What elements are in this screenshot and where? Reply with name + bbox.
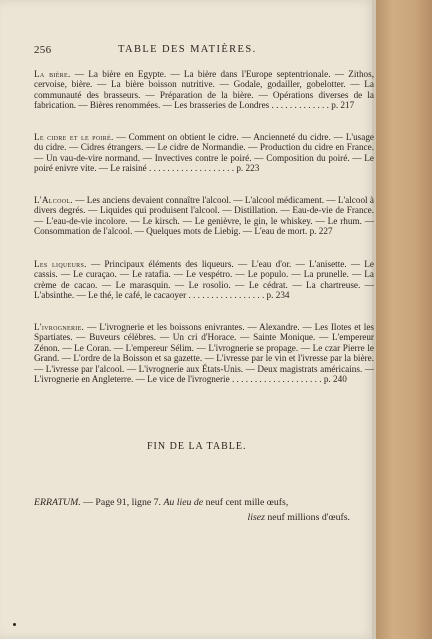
toc-heading: Les liqueurs. bbox=[34, 259, 87, 269]
toc-entry-biere bbox=[34, 69, 374, 111]
book-page-edges bbox=[376, 0, 432, 639]
erratum-correction: neuf millions d'œufs. bbox=[264, 512, 350, 523]
erratum-lisez: lisez bbox=[247, 512, 265, 523]
toc-body: — Les anciens devaient connaître l'alcool. — L'alcool médicament. — L'alcool à divers degrés. — Liquides qui produisent l'alcool. — Distillation. — Eau-de-vie de France. — L'eau-de-vie incolore. — Le kirsch. — Le genièvre, le gin, le whiskey. — Le rhum. — Consommation de l'alcool. — Quelques mots de Liebig. — L'eau de mort. p. 227 bbox=[34, 195, 374, 237]
page-number: 256 bbox=[34, 44, 52, 56]
toc-heading: L'Alcool. bbox=[34, 195, 73, 205]
toc-entry-ivrognerie bbox=[34, 322, 374, 384]
toc-entry-liqueurs bbox=[34, 259, 374, 301]
erratum-note bbox=[34, 495, 350, 525]
erratum-label: ERRATUM. bbox=[34, 497, 81, 508]
erratum-au-lieu-de: Au lieu de bbox=[163, 497, 204, 508]
toc-heading: Le cidre et le poiré. bbox=[34, 132, 114, 142]
toc-entry-cidre bbox=[34, 132, 374, 174]
page-header bbox=[0, 44, 376, 58]
toc-entry-alcool bbox=[34, 195, 374, 237]
toc-heading: L'ivrognerie. bbox=[34, 322, 85, 332]
toc-heading: La bière. bbox=[34, 69, 71, 79]
erratum-original: neuf cent mille œufs, bbox=[203, 497, 289, 508]
toc-body: — La bière en Egypte. — La bière dans l'Europe septentrionale. — Zithos, cervoise, bière. — La bière boisson nutritive. — Godale, godailler, gobelotter. — La communauté des brasseurs. — Préparation de la bière. — Opérations diverses de la fabrication. — Bières renommées. — Les brasseries de Londres . . . . . . . . . . . . . p. 217 bbox=[34, 69, 375, 111]
ink-speck bbox=[13, 623, 16, 626]
erratum-text: — Page 91, ligne 7. bbox=[80, 497, 164, 508]
page-title: TABLE DES MATIÈRES. bbox=[118, 44, 257, 55]
toc-body: — Comment on obtient le cidre. — Ancienneté du cidre. — L'usage du cidre. — Cidres étrangers. — Le cidre de Normandie. — Production du cidre en France. — Un vau-de-vire normand. — Invectives contre le poiré. — Composition du poiré. — Le poiré enivre vite. — Le raisiné . . . . . . . . . . . . . . . . . . . p. 223 bbox=[34, 132, 375, 174]
toc-body: — L'ivrognerie et les boissons enivrantes. — Alexandre. — Les Ilotes et les Spartiates. — Buveurs célèbres. — Un cri d'Horace. — Sainte Monique. — L'empereur Zénon. — Le Coran. — L'empereur Sélim. — L'ivrognerie se propage. — Le czar Pierre le Grand. — L'ordre de la Boisson et sa gazette. — L'ivresse par le vin et l'ivresse par la bière. — L'ivresse par l'alcool. — L'ivrognerie aux États-Unis. — Deux magistrats américains. — L'ivrognerie en Angleterre. — Le vice de l'ivrognerie . . . . . . . . . . . . . . . . . . . . p. 240 bbox=[34, 322, 374, 385]
end-of-table: FIN DE LA TABLE. bbox=[147, 441, 247, 452]
toc-body: — Principaux éléments des liqueurs. — L'eau d'or. — L'anisette. — Le cassis. — Le curaçao. — Le ratafia. — Le vespétro. — Le populo. — La prunelle. — La crème de cacao. — Le marasquin. — Le rosolio. — Le cédrat. — La chartreuse. — L'absinthe. — Le thé, le café, le cacaoyer . . . . . . . . . . . . . . . . . p. 234 bbox=[34, 259, 374, 301]
